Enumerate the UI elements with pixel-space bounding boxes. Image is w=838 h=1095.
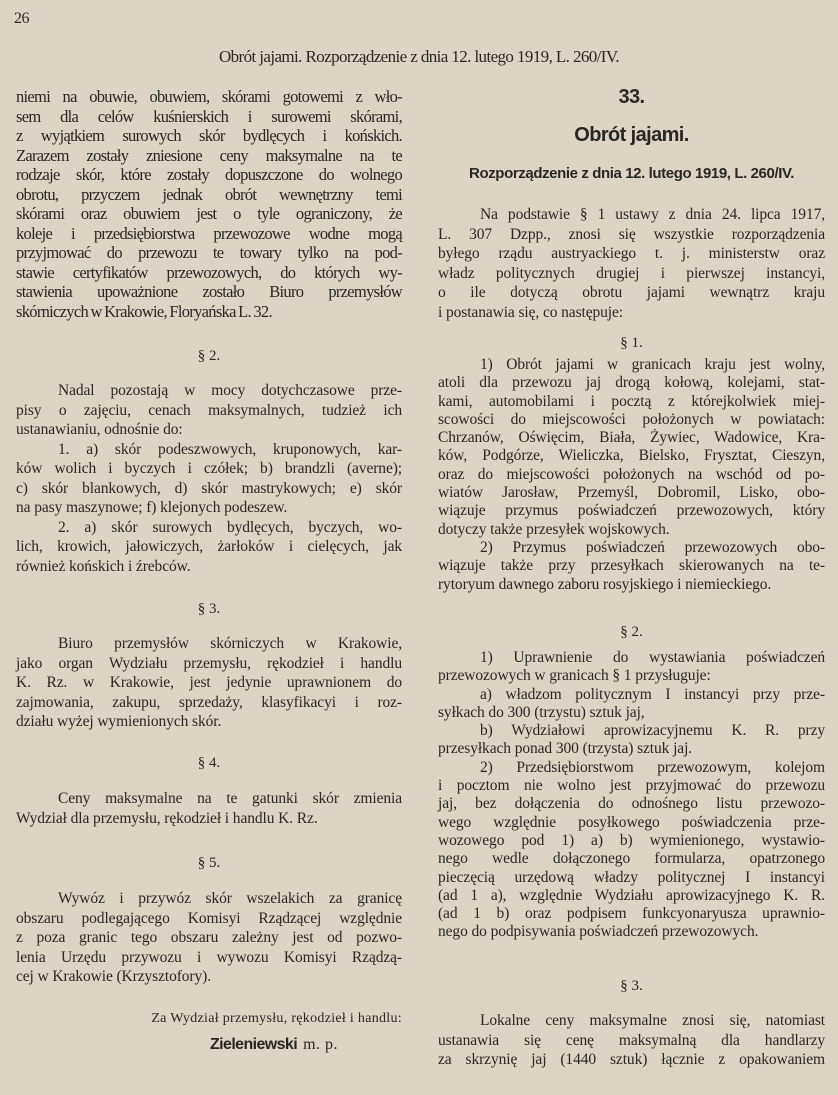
text-line: K. Rz. w Krakowie, jest jedynie uprawnionem do	[16, 674, 402, 691]
right-section-2-item-b	[438, 722, 825, 759]
text-line: o ile dotyczą obrotu jajami wewnątrz kraju	[438, 284, 825, 301]
text-line: i postanawia się, co następuje:	[438, 303, 623, 321]
text-line: ustanawianiu, odnośnie do:	[16, 421, 183, 438]
section-3-paragraph	[16, 634, 402, 732]
text-line: scowości do miejscowości położonych w powiatach:	[438, 410, 825, 428]
text-line: wiatów Jarosław, Przemyśl, Dobromil, Lisko, obo-	[438, 484, 825, 502]
text-line: a) władzom politycznym I instancyi przy prze-	[480, 685, 825, 703]
text-line: 2) Przedsiębiorstwom przewozowym, kolejom	[480, 758, 825, 776]
text-line: cej w Krakowie (Krzysztofory).	[16, 968, 211, 985]
text-line: również końskich i źrebców.	[16, 557, 191, 575]
regulation-subtitle: Rozporządzenie z dnia 12. lutego 1919, L. 260/IV.	[469, 165, 794, 182]
text-line: przewozowych w granicach § 1 przysługuje:	[438, 667, 711, 685]
text-line: dotyczy także przesyłek wojskowych.	[438, 520, 670, 538]
text-line: ków wolich i byczych i czółek; b) brandzli (averne);	[16, 460, 402, 477]
text-line: przesyłkach ponad 300 (trzysta) sztuk jaj.	[438, 740, 693, 758]
text-line: władz politycznych drugiej i pierwszej instancyi,	[438, 264, 825, 282]
text-line: za skrzynię jaj (1440 sztuk) łącznie z opakowaniem	[438, 1051, 825, 1068]
section-5-paragraph	[16, 889, 402, 987]
text-line: na pasy maszynowe; f) klejonych podeszew.	[16, 499, 288, 516]
section-heading-2: § 2.	[197, 348, 221, 364]
text-line: Nadal pozostają w mocy dotychczasowe prze-	[58, 382, 402, 399]
text-line: jako organ Wydziału przemysłu, rękodzieł i handlu	[16, 654, 402, 672]
text-line: 1. a) skór podeszwowych, kruponowych, kar-	[58, 440, 402, 458]
text-line: 2. a) skór surowych bydlęcych, byczych, wo-	[58, 518, 402, 536]
section-4-paragraph	[16, 789, 402, 828]
running-header: Obrót jajami. Rozporządzenie z dnia 12. lutego 1919, L. 260/IV.	[218, 47, 619, 66]
text-line: z wyjątkiem surowych skór bydlęcych i końskich.	[16, 126, 402, 145]
regulation-title: Obrót jajami.	[574, 124, 689, 146]
text-line: nego wedle dołączonego formularza, opatrzonego	[438, 850, 825, 868]
right-section-heading-1: § 1.	[620, 335, 643, 351]
regulation-number: 33.	[618, 86, 645, 108]
text-line: nego do podpisywania poświadczeń przewozowych.	[438, 923, 759, 941]
text-line: atoli dla przewozu jaj drogą kołową, kolejami, stat-	[438, 374, 825, 392]
section-2-item-1	[16, 440, 402, 518]
text-line: c) skór blankowych, d) skór mastrykowych; e) skór	[16, 479, 402, 497]
text-line: koleje i przedsiębiorstwa przewozowe wodne mogą	[16, 223, 402, 243]
text-line: pieczęcią urzędową władzy politycznej I instancyi	[438, 868, 825, 886]
text-line: jaj, bez dołączenia do odnośnego listu przewozo-	[438, 795, 825, 813]
text-line: przyjmować do przewozu te towary tylko na pod-	[16, 243, 402, 262]
text-line: (ad 1 b) oraz podpisem funkcyonaryusza uprawnio-	[438, 905, 825, 923]
signature-suffix: m. p.	[303, 1036, 339, 1053]
text-line: i pocztom nie wolno jest przyjmować do przewozu	[438, 777, 825, 795]
right-section-3-paragraph	[438, 1011, 825, 1070]
right-section-2-paragraph-1	[438, 649, 825, 686]
text-line: rytoryum dawnego zaboru rosyjskiego i niemieckiego.	[438, 575, 772, 593]
text-line: b) Wydziałowi aprowizacyjnemu K. R. przy	[480, 722, 825, 740]
text-line: Lokalne ceny maksymalne znosi się, natomiast	[480, 1012, 825, 1029]
text-line: Wydział dla przemysłu, rękodzieł i handlu K. Rz.	[16, 809, 318, 827]
right-section-1-paragraph-2	[438, 539, 825, 594]
text-line: kami, automobilami i pocztą z którejkolwiek miej-	[438, 392, 825, 410]
text-line: lenia Urzędu przywozu i wywozu Komisyi Rządzą-	[16, 948, 402, 966]
text-line: wego względnie posyłkowego poświadczenia prze-	[438, 813, 825, 831]
text-line: niemi na obuwie, obuwiem, skórami gotowemi z wło-	[16, 87, 402, 106]
text-line: 1) Obrót jajami w granicach kraju jest wolny,	[480, 356, 825, 373]
text-line: pisy o zajęciu, cenach maksymalnych, tudzież ich	[16, 401, 402, 419]
section-heading-3: § 3.	[197, 601, 221, 617]
text-line: z poza granic tego obszaru zależny jest od pozwo-	[16, 929, 402, 946]
text-line: stawie certyfikatów przewozowych, do których wy-	[16, 262, 402, 282]
right-section-2-paragraph-2	[438, 759, 825, 942]
text-line: 1) Uprawnienie do wystawiania poświadczeń	[480, 649, 825, 666]
text-line: Zarazem zostały zniesione ceny maksymalne na te	[16, 145, 402, 165]
text-line: obszaru podlegającego Komisyi Rządzącej względnie	[16, 909, 402, 927]
text-line: wozowego pod 1) a) b) wymienionego, wystawio-	[438, 831, 825, 849]
text-line: stawienia upoważnione zostało Biuro przemysłów	[16, 282, 402, 301]
section-2-paragraph	[16, 381, 402, 440]
text-line: Chrzanów, Oświęcim, Biała, Żywiec, Wadowice, Kra-	[438, 429, 825, 447]
right-section-heading-2: § 2.	[620, 624, 643, 640]
text-line: wiązuje przymus poświadczeń przewozowych, który	[438, 502, 825, 520]
right-section-1-paragraph-1	[438, 356, 825, 539]
text-line: wiązuje także przy przesyłkach skierowanych na te-	[438, 557, 825, 575]
text-line: ustanawia się cenę maksymalną dla handlarzy	[438, 1031, 825, 1049]
text-line: obrotu, przyczem jednak obrót wewnętrzny temi	[16, 184, 402, 204]
text-line: syłkach do 300 (trzystu) sztuk jaj,	[438, 703, 645, 721]
text-line: Biuro przemysłów skórniczych w Krakowie,	[58, 635, 402, 652]
section-2-item-2	[16, 518, 402, 577]
continuation-paragraph	[16, 87, 402, 321]
text-line: sem dla celów kuśnierskich i surowemi skórami,	[16, 106, 402, 126]
text-line: Wywóz i przywóz skór wszelakich za granicę	[58, 890, 402, 907]
signature-label: Za Wydział przemysłu, rękodzieł i handlu:	[151, 1011, 402, 1026]
signature-name: Zieleniewski	[210, 1036, 298, 1053]
text-line: (ad 1 a), względnie Wydziału aprowizacyjnego K. R.	[438, 886, 825, 904]
right-section-heading-3: § 3.	[620, 978, 643, 994]
text-line: rodzaje skór, które zostały dopuszczone do wolnego	[16, 165, 402, 184]
text-line: działu wyżej wymienionych skór.	[16, 713, 222, 730]
page-number: 26	[14, 10, 29, 27]
text-line: 2) Przymus poświadczeń przewozowych obo-	[480, 539, 825, 556]
text-line: oraz do miejscowości położonych na wschód od po-	[438, 465, 825, 483]
text-line: zajmowania, zakupu, sprzedaży, klasyfikacyi i roz-	[16, 693, 402, 711]
text-line: L. 307 Dzpp., znosi się wszystkie rozporządzenia	[438, 225, 825, 243]
text-line: byłego rządu austryackiego t. j. ministerstw oraz	[438, 245, 825, 262]
text-line: Ceny maksymalne na te gatunki skór zmienia	[58, 790, 402, 807]
text-line: Na podstawie § 1 ustawy z dnia 24. lipca 1917,	[480, 206, 825, 223]
section-heading-4: § 4.	[197, 755, 221, 771]
text-line: skórami oraz obuwiem jest o tyle ograniczony, że	[16, 204, 402, 223]
text-line: lich, krowich, jałowiczych, żarłoków i cielęcych, jak	[16, 538, 402, 555]
text-line: ków, Podgórze, Wieliczka, Bielsko, Frysztat, Cieszyn,	[438, 447, 825, 465]
section-heading-5: § 5.	[197, 855, 221, 871]
right-section-2-item-a	[438, 686, 825, 723]
text-line: skórniczych w Krakowie, Floryańska L. 32.	[16, 301, 272, 321]
signature	[210, 1036, 338, 1054]
preamble-paragraph	[438, 205, 825, 322]
